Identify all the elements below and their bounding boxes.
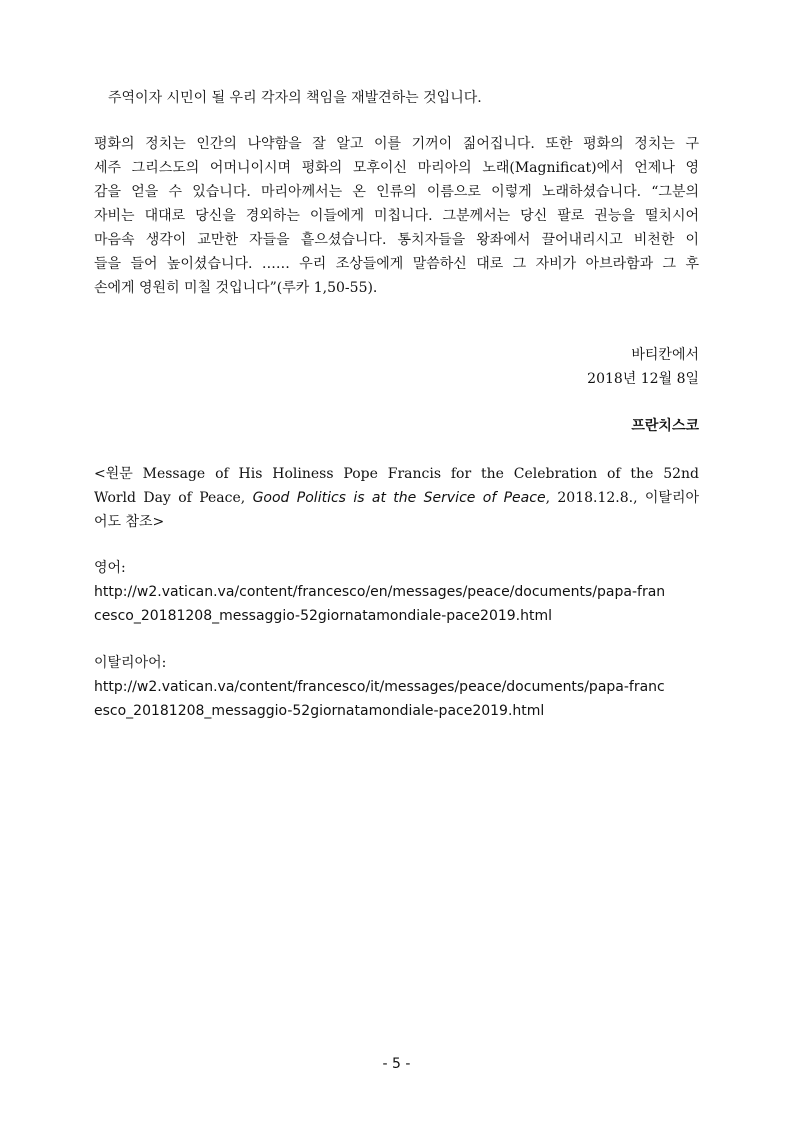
source-note-prefix: World Day of Peace, (94, 490, 253, 506)
paragraph-line-3: 감을 얻을 수 있습니다. 마리아께서는 온 인류의 이름으로 이렇게 노래하셨습니다. “그분의 (94, 184, 699, 200)
source-note-line-1: <원문 Message of His Holiness Pope Francis for the Celebration of the 52nd (94, 466, 699, 482)
paragraph-line-1: 평화의 정치는 인간의 나약함을 잘 알고 이를 기꺼이 짊어집니다. 또한 평화의 정치는 구 (94, 136, 699, 152)
source-note-title: Good Politics is at the Service of Peace (252, 490, 546, 506)
signature-place: 바티칸에서 (631, 347, 699, 363)
italian-url-line-1[interactable]: http://w2.vatican.va/content/francesco/it/messages/peace/documents/papa-franc (94, 679, 665, 695)
english-label: 영어: (94, 560, 126, 576)
italian-url-line-2[interactable]: esco_20181208_messaggio-52giornatamondiale-pace2019.html (94, 703, 545, 719)
signature-date: 2018년 12월 8일 (587, 371, 699, 387)
source-note-line-2 (94, 486, 699, 510)
english-url-line-2[interactable]: cesco_20181208_messaggio-52giornatamondiale-pace2019.html (94, 608, 553, 624)
source-note-line-3: 어도 참조> (94, 514, 165, 530)
page-number: - 5 - (382, 1056, 411, 1072)
paragraph-line-7: 손에게 영원히 미칠 것입니다”(루카 1,50-55). (94, 280, 378, 296)
italian-label: 이탈리아어: (94, 655, 167, 671)
paragraph-line-2: 세주 그리스도의 어머니이시며 평화의 모후이신 마리아의 노래(Magnificat)에서 언제나 영 (94, 160, 699, 176)
paragraph-line-4: 자비는 대대로 당신을 경외하는 이들에게 미칩니다. 그분께서는 당신 팔로 권능을 떨치시어 (94, 208, 699, 224)
paragraph-line-6: 들을 들어 높이셨습니다. …… 우리 조상들에게 말씀하신 대로 그 자비가 아브라함과 그 후 (94, 256, 699, 272)
source-note-suffix: , 2018.12.8., 이탈리아 (545, 490, 699, 506)
intro-line: 주역이자 시민이 될 우리 각자의 책임을 재발견하는 것입니다. (108, 90, 482, 106)
paragraph-line-5: 마음속 생각이 교만한 자들을 흩으셨습니다. 통치자들을 왕좌에서 끌어내리시고 비천한 이 (94, 232, 699, 248)
signature-name: 프란치스코 (631, 418, 699, 434)
english-url-line-1[interactable]: http://w2.vatican.va/content/francesco/en/messages/peace/documents/papa-fran (94, 584, 666, 600)
